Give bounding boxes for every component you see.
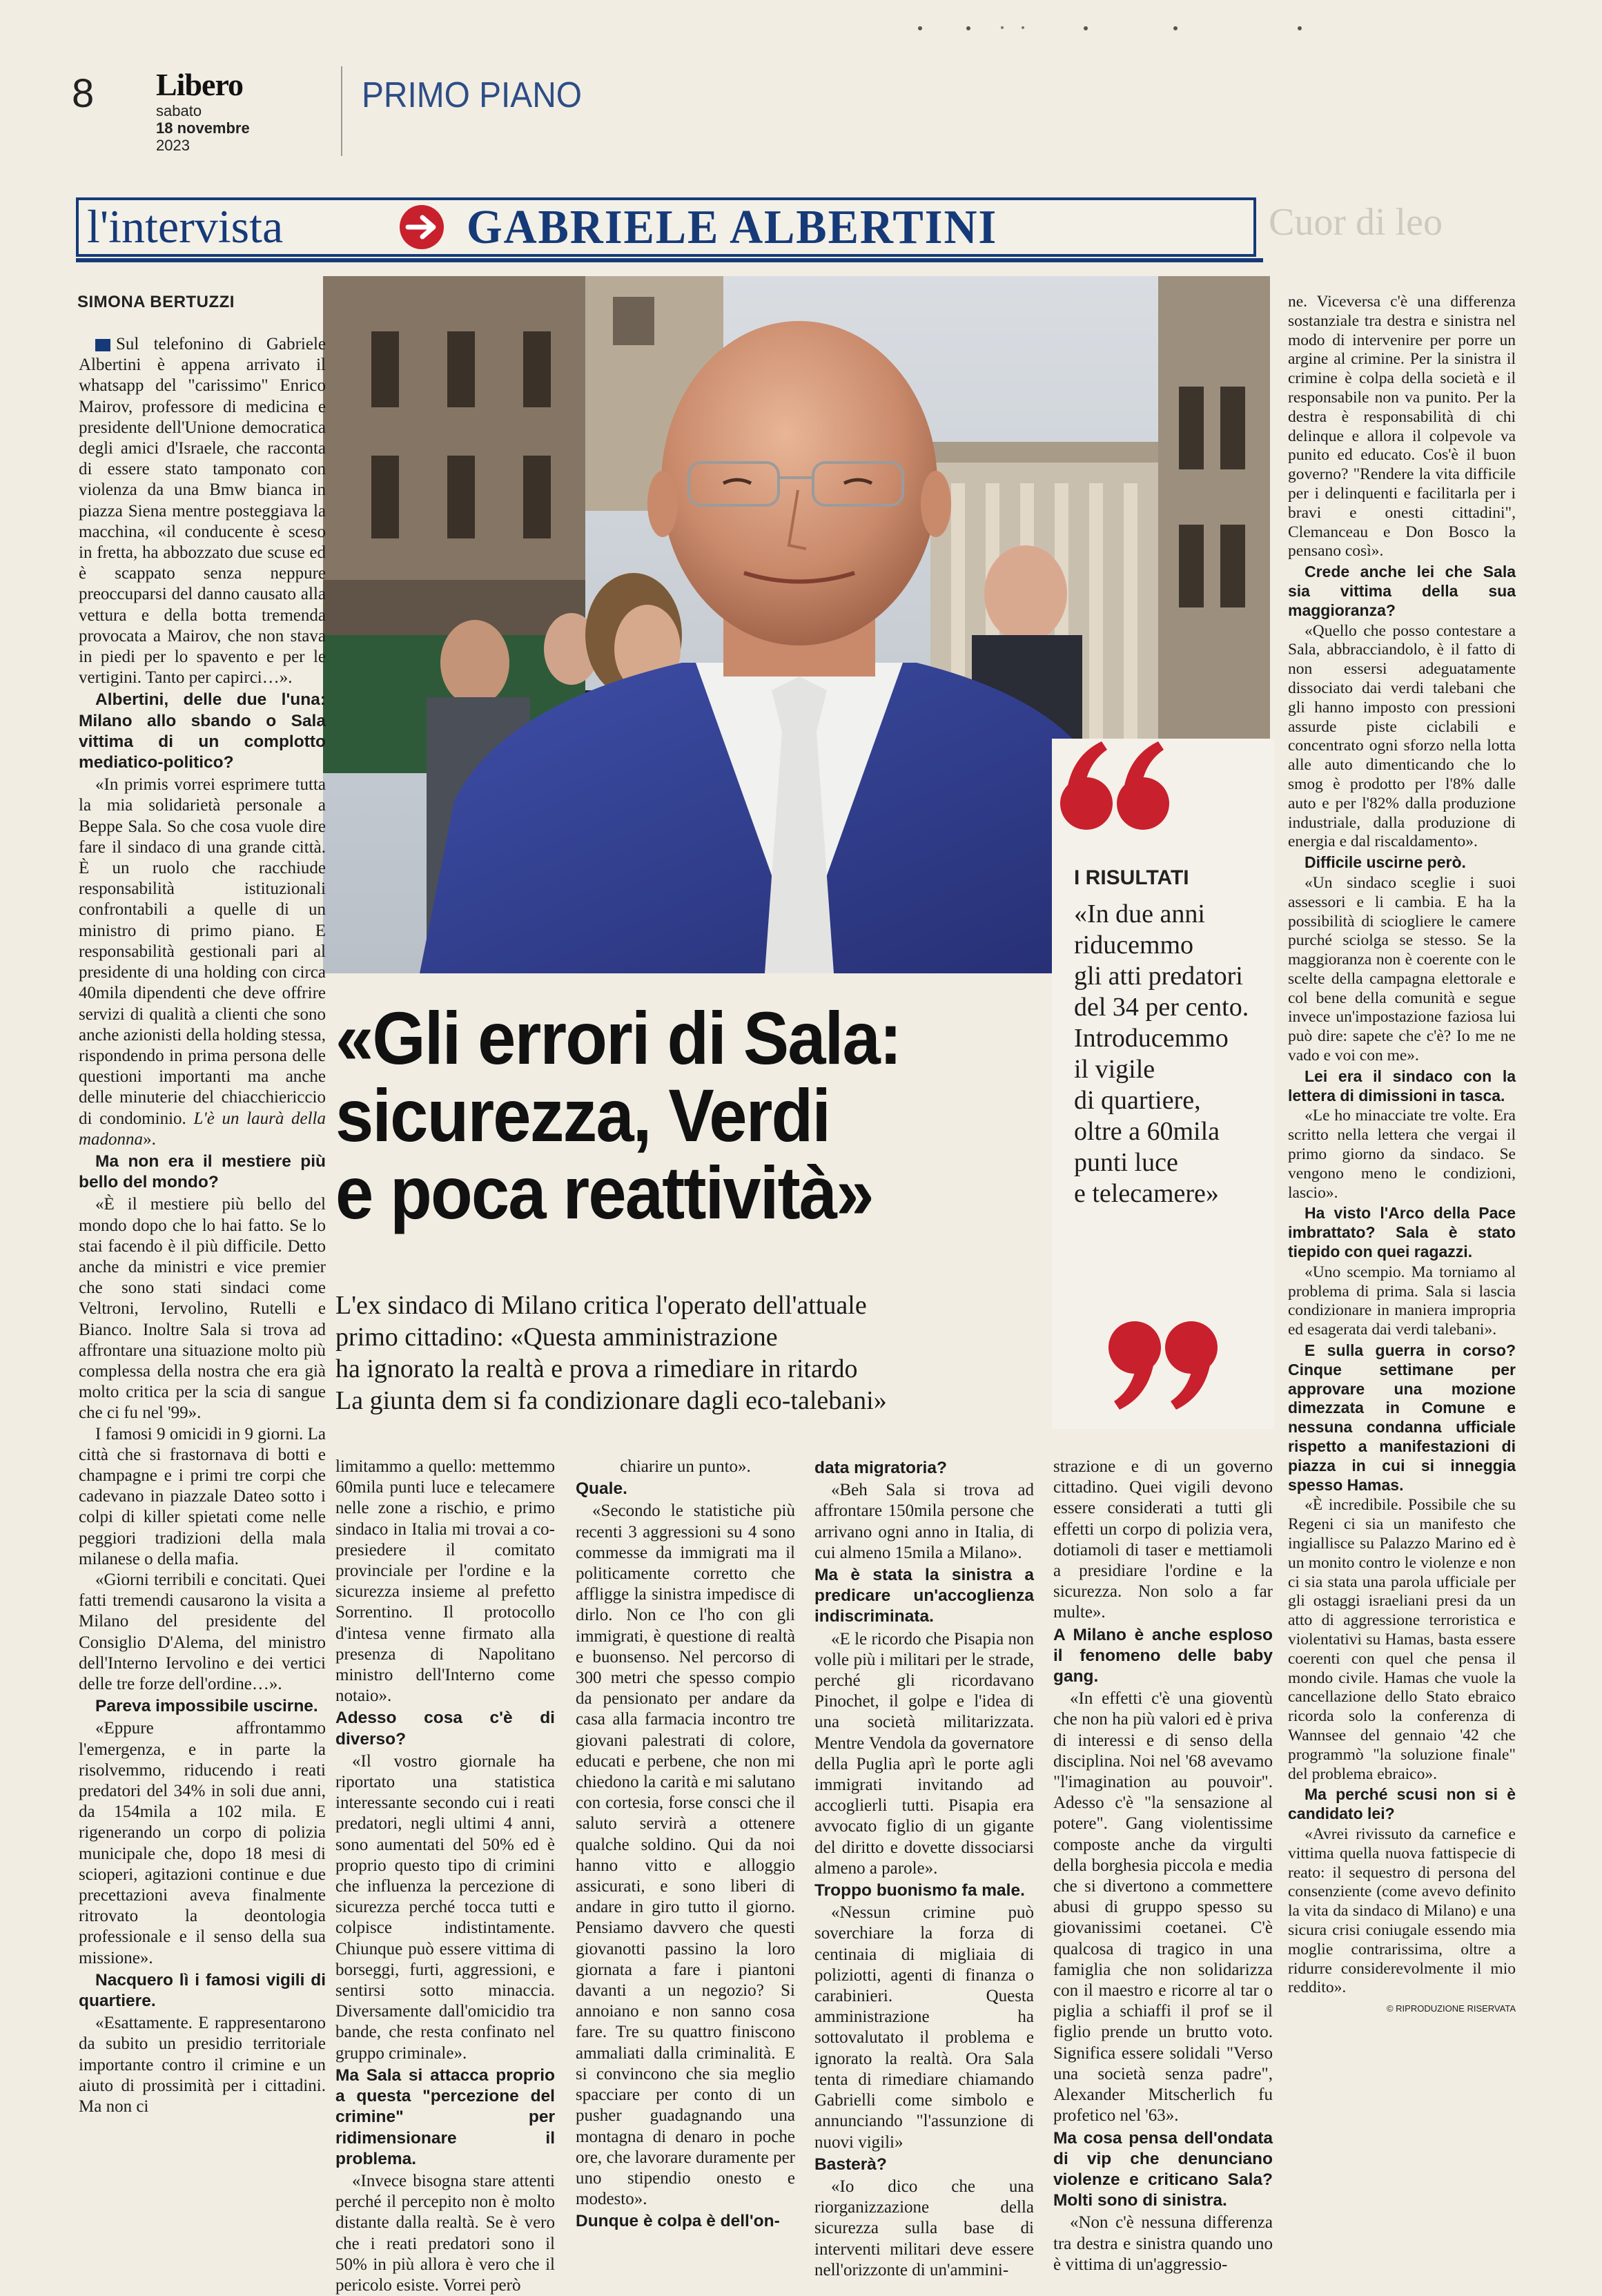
article-column-1: [79, 334, 326, 2117]
pull-quote-line: gli atti predatori: [1074, 962, 1243, 991]
interview-question: Basterà?: [814, 2154, 887, 2174]
article-column-4: [814, 1457, 1034, 2281]
section-title: PRIMO PIANO: [362, 75, 582, 115]
header-date: 18 novembre: [156, 119, 250, 137]
interview-question: Ha visto l'Arco della Pace imbrattato? Sala è stato tiepido con quei ragazzi.: [1288, 1204, 1516, 1261]
headline-line: e poca reattività»: [335, 1151, 873, 1234]
body-text: «Beh Sala si trova ad affrontare 150mila persone che arrivano ogni anno in Italia, di cui almeno 15mila a Milano».: [814, 1481, 1034, 1562]
interview-question: Ma è stata la sinistra a predicare un'accoglienza indiscriminata.: [814, 1566, 1034, 1626]
newspaper-logo: Libero: [156, 67, 244, 102]
body-text: «Nessun crimine può soverchiare la forza di centinaia di migliaia di poliziotti, agenti di finanza o carabinieri. Questa amministrazione ha sottovalutato il problema e ignorato la realtà. Ora Sala tenta di rimediare chiamando Gabrielli come simbolo e annunciando "l'assunzione di nuovi vigili»: [814, 1903, 1034, 2152]
pull-quote-line: «In due anni: [1074, 899, 1205, 928]
page-number: 8: [72, 71, 95, 116]
body-text: «Secondo le statistiche più recenti 3 aggressioni su 4 sono commesse da immigrati ma il politicamente corretto che affligge la sinistra impedisce di dirlo. Non ce l'ho con gli immigrati, è questione di realtà e buonsenso. Nel percorso di 300 metri che spesso compio da pensionato per andare da casa alla farmacia incontro tre giovani palestrati di colore, educati e perbene, che non mi chiedono la carità e mi salutano con cortesia, forse consci che il saluto servirà a ottenere qualche soldino. Qui da noi hanno vitto e alloggio assicurati, e sono liberi di andare in giro tutto il giorno. Pensiamo davvero che questi giovanotti passino la loro giornata a fare i piantoni davanti a un negozio? Si annoiano e non sanno cosa fare. Tre su quattro finiscono ammaliati dalla criminalità. E si convincono che sia meglio spacciare per conto di un pusher guadagnando una montagna di denaro in poche ore, che lavorare duramente per uno stipendio onesto e modesto».: [576, 1501, 795, 2209]
body-text: chiarire un punto».: [620, 1457, 751, 1476]
article-column-6: [1288, 293, 1516, 2018]
top-decoration: [918, 26, 1305, 32]
pull-quote-line: del 34 per cento.: [1074, 993, 1249, 1022]
article-column-3: [576, 1457, 795, 2234]
section-marker-icon: [95, 339, 110, 351]
banner-kicker: l'intervista: [87, 200, 284, 253]
pull-quote-line: punti luce: [1074, 1148, 1178, 1177]
interview-question: data migratoria?: [814, 1459, 947, 1477]
byline: SIMONA BERTUZZI: [77, 293, 235, 311]
interview-question: Ma Sala si attacca proprio a questa "percezione del crimine" per ridimensionare il problema.: [335, 2065, 555, 2168]
body-text: strazione e di un governo cittadino. Quei vigili devono essere considerati a tutti gli effetti un corpo di polizia vera, dotiamoli di taser e mettiamoli a presidiare l'ordine e la sicurezza. Non solo a far multe».: [1053, 1457, 1273, 1622]
headline-line: «Gli errori di Sala:: [335, 996, 901, 1080]
interview-question: Nacquero lì i famosi vigili di quartiere.: [79, 1970, 326, 2011]
body-text: «Non c'è nessuna differenza tra destra e sinistra quando uno è vittima di un'aggressio-: [1053, 2213, 1273, 2274]
pull-quote-line: oltre a 60mila: [1074, 1117, 1220, 1146]
body-text: «Un sindaco sceglie i suoi assessori e li cambia. E ha la possibilità di sciogliere le camere purché sciolga se stesso. Se la maggioranza non è coerente con le scelte della campagna elettorale e col bene della comunità e segue invece un'impostazione faziosa lui può dire: sapete che c'è? Io me ne vado e voi con me».: [1288, 873, 1516, 1065]
body-text: «Il vostro giornale ha riportato una statistica interessante secondo cui i reati predatori, negli ultimi 4 anni, sono aumentati del 50% ed è proprio questo tipo di crimini che influenza la percezione di sicurezza perché tocca tutti e colpisce indistintamente. Chiunque può essere vittima di borseggi, furti, aggressioni, e sentirsi sotto minaccia. Diversamente dall'omicidio tra bande, che resta confinato nel gruppo criminale».: [335, 1751, 555, 2063]
open-quote-mark: [1057, 737, 1175, 841]
body-text: «Avrei rivissuto da carnefice e vittima quella nuova fattispecie di reato: il sequestro di persona del consenziente (come avevo definito la vita da sindaco di Milano) e una sicura crisi coniugale essendo mia moglie contrarissima, oltre a ridurre considerevolmente il mio reddito».: [1288, 1825, 1516, 1997]
body-text: «Giorni terribili e concitati. Quei fatti tremendi causarono la visita a Milano del presidente del Consiglio D'Alema, del ministro dell'Interno Iervolino e dei vertici delle tre forze dell'ordine…».: [79, 1570, 326, 1693]
pull-quote-line: di quartiere,: [1074, 1086, 1201, 1115]
subhead-line: primo cittadino: «Questa amministrazione: [335, 1323, 778, 1352]
header-divider: [341, 66, 342, 156]
interview-question: Crede anche lei che Sala sia vittima della sua maggioranza?: [1288, 563, 1516, 619]
body-text: I famosi 9 omicidi in 9 giorni. La città che si frastornava di botti e champagne e i primi tre corpi che cadevano in piazzale Dateo sotto i colpi di killer spietati come nelle peggiori tradizioni della mala milanese o della mafia.: [79, 1424, 326, 1568]
ghost-text: Cuor di leo: [1269, 201, 1443, 244]
interview-question: Ma perché scusi non si è candidato lei?: [1288, 1785, 1516, 1823]
body-text: Sul telefonino di Gabriele Albertini è appena arrivato il whatsapp del "carissimo" Enrico Mairov, professore di medicina e presidente dell'Unione democratica degli amici d'Israele, che racconta di essere stato tamponato con violenza da una Bmw bianca in piazza Siena mentre posteggiava la macchina, «il conducente è sceso in fretta, ha abbozzato due scuse ed è scappato senza neppure preoccuparsi del danno causato alla vettura e della botta tremenda provocata a Mairov, che non stava in piedi per lo spavento e per le vertigini. Tanto per capirci…».: [79, 335, 326, 688]
header-day: sabato: [156, 102, 202, 119]
interview-question: Lei era il sindaco con la lettera di dimissioni in tasca.: [1288, 1067, 1516, 1105]
banner-name: GABRIELE ALBERTINI: [467, 201, 998, 254]
interview-question: Albertini, delle due l'una: Milano allo sbando o Sala vittima di un complotto mediatico-politico?: [79, 690, 326, 772]
body-italic: L'è un laurà della madonna: [79, 1109, 326, 1149]
body-text: «Eppure affrontammo l'emergenza, e in parte la risolvemmo, riducendo i reati predatori del 34% in soli due anni, da 154mila a 102 mila. E rigenerando un corpo di polizia municipale che, dopo 18 mesi di scioperi, agitazioni continue e due precettazioni aveva finalmente ritrovato la deontologia professionale e il senso della sua missione».: [79, 1719, 326, 1967]
body-text: «In effetti c'è una gioventù che non ha più valori ed è priva di interessi e di senso della disciplina. Noi nel '68 avevamo "l'imagination au pouvoir". Adesso c'è "la sensazione al potere". Gang violentissime composte anche da virgulti della borghesia piccola e media che si divertono a commettere abusi di gruppo spesso su giovanissimi coetanei. C'è qualcosa di tragico in una famiglia che non solidarizza con il maestro e ricorre al tar o piglia a schiaffi il prof se il figlio prende un brutto voto. Significa essere solidali "Verso una società senza padre", Alexander Mitscherlich fu profetico nel '63».: [1053, 1689, 1273, 2125]
pull-quote-line: il vigile: [1074, 1055, 1155, 1084]
headline-line: sicurezza, Verdi: [335, 1073, 830, 1157]
interview-question: Ma non era il mestiere più bello del mondo?: [79, 1151, 326, 1192]
body-text: «In primis vorrei esprimere tutta la mia solidarietà personale a Beppe Sala. So che cosa vuole dire fare il sindaco di una grande città. È un ruolo che racchiude responsabilità istituzionali confrontabili a quelle di un ministro di primo piano. E responsabilità gestionali pari al presidente di una holding con circa 40mila dipendenti che deve offrire servizi di qualità a clienti che sono anche azionisti della holding stessa, rispondendo in prima persona delle questioni importanti ma anche delle minuterie del chiacchiericcio di condominio.: [79, 775, 326, 1128]
interview-question: Troppo buonismo fa male.: [814, 1881, 1025, 1900]
arrow-right-circle-icon: [398, 203, 446, 251]
body-text: «Quello che posso contestare a Sala, abbracciandolo, è il fatto di non essersi adeguatamente dissociato dai verdi talebani che gli hanno imposto con pressioni assurde piste ciclabili e concentrato ogni sforzo nella lotta alle auto dimenticando che lo smog è prodotto per l'8% dalle auto e per l'82% dalla produzione industriale, dalla produzione di energia e dal riscaldamento».: [1288, 621, 1516, 851]
subhead: [335, 1290, 1053, 1417]
pull-quote-line: e telecamere»: [1074, 1179, 1219, 1208]
header-year: 2023: [156, 137, 190, 154]
body-text: «Uno scempio. Ma torniamo al problema di prima. Sala si lascia condizionare in maniera impropria ed esagerata dai verdi talebani».: [1288, 1263, 1516, 1339]
body-text: «E le ricordo che Pisapia non volle più i militari per le strade, perché gli ricordavano Pinochet, il golpe e l'idea di una società militarizzata. Mentre Vendola da governatore della Puglia aprì le porte agli immigrati invitando ad accoglierli tutti. Pisapia era avvocato figlio di un gigante del diritto e dovette dissociarsi almeno a parole».: [814, 1629, 1034, 1878]
pull-quote-text: [1074, 899, 1249, 1209]
interview-question: Dunque è colpa è dell'on-: [576, 2212, 780, 2231]
subhead-line: ha ignorato la realtà e prova a rimediare in ritardo: [335, 1354, 858, 1383]
body-text: «È il mestiere più bello del mondo dopo che lo hai fatto. Se lo stai facendo è il più difficile. Detto anche da ministri e vice premier che sono stati sindaci come Veltroni, Iervolino, Rutelli e Bianco. Inoltre Sala si trova ad affrontare una situazione molto più complessa della nostra che era già molto critica per la scia di sangue che ci fu nel '99».: [79, 1195, 326, 1423]
close-quote-mark: [1103, 1312, 1220, 1415]
body-text: limitammo a quello: mettemmo 60mila punti luce e telecamere nelle zone a rischio, e primo sindaco in Italia mi trovai a co-presiedere il comitato provinciale per l'ordine e la sicurezza insieme al prefetto Sorrentino. Il protocollo d'intesa venne firmato alla presenza di Napolitano ministro dell'Interno come notaio».: [335, 1457, 555, 1706]
interview-question: E sulla guerra in corso? Cinque settimane per approvare una mozione dimezzata in Comune e nessuna condanna ufficiale rispetto a manifestazioni di piazza in cui si inneggia spesso Hamas.: [1288, 1341, 1516, 1494]
interview-question: Quale.: [576, 1479, 627, 1499]
interview-question: Adesso cosa c'è di diverso?: [335, 1709, 555, 1749]
article-column-5: [1053, 1457, 1273, 2275]
pull-quote-label: I RISULTATI: [1074, 866, 1189, 889]
body-text: ».: [143, 1129, 156, 1149]
article-column-2: [335, 1457, 555, 2296]
interview-question: Ma cosa pensa dell'ondata di vip che denunciano violenze e criticano Sala? Molti sono di sinistra.: [1053, 2128, 1273, 2210]
body-text: «Io dico che una riorganizzazione della sicurezza sulla base di interventi militari deve essere nell'orizzonte di un'ammini-: [814, 2177, 1034, 2279]
pull-quote-line: riducemmo: [1074, 931, 1194, 960]
body-text: «Esattamente. E rappresentarono da subito un presidio territoriale importante contro il crimine e un aiuto di prossimità per i cittadini. Ma non ci: [79, 2014, 326, 2117]
copyright-note: © RIPRODUZIONE RISERVATA: [1386, 2003, 1516, 2014]
interview-question: Difficile uscirne però.: [1305, 853, 1466, 872]
subhead-line: La giunta dem si fa condizionare dagli eco-talebani»: [335, 1386, 887, 1415]
body-text: «Le ho minacciate tre volte. Era scritto nella lettera che vergai il primo giorno da sindaco. Se vengono meno le condizioni, lascio».: [1288, 1107, 1516, 1202]
headline: [335, 996, 996, 1234]
body-text: «Invece bisogna stare attenti perché il percepito non è molto distante dalla realtà. Se è vero che i reati predatori sono il 50% in più allora è vero che il pericolo esiste. Vorrei però: [335, 2171, 555, 2295]
interview-question: Pareva impossibile uscirne.: [95, 1697, 318, 1716]
body-text: ne. Viceversa c'è una differenza sostanziale tra destra e sinistra nel modo di intervenire per porre un argine al crimine. Per la sinistra il crimine è colpa della società e il responsabile non va punito. Per la destra è responsabilità di chi delinque e allora il colpevole va punito ed educato. Cos'è il buon governo? "Rendere la vita difficile per i delinquenti e facilitarla per i bravi e onesti cittadini", Clemanceau e Don Bosco la pensano così».: [1288, 293, 1516, 561]
body-text: «È incredibile. Possibile che su Regeni ci sia un manifesto che ingiallisce su Palazzo Marino ed è un monito contro le violenze e non ci sia stata una parola ufficiale per gli ostaggi israeliani presi da un atto di aggressione terroristica e violentativi su Hamas, basta essere coerenti con quel che pensa il mondo civile. Hamas che vuole la cancellazione dello Stato ebraico ricorda solo la conferenza di Wannsee del gennaio '42 che programmò "la soluzione finale" del problema ebraico».: [1288, 1496, 1516, 1783]
interview-question: A Milano è anche esploso il fenomeno delle baby gang.: [1053, 1625, 1273, 1686]
banner-underline: [76, 258, 1263, 262]
subhead-line: L'ex sindaco di Milano critica l'operato dell'attuale: [335, 1291, 867, 1320]
pull-quote-line: Introducemmo: [1074, 1024, 1229, 1053]
